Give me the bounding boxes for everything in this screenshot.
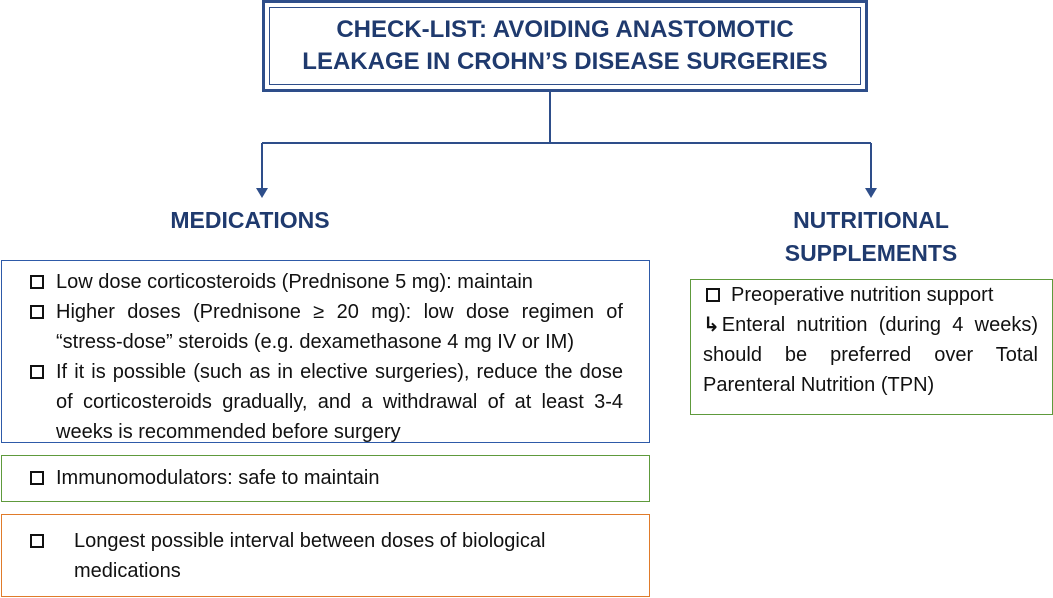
checkbox-icon (30, 534, 44, 548)
nutrition-box (690, 279, 1053, 415)
biologicals-box (1, 514, 650, 597)
checklist-item: Low dose corticosteroids (Prednisone 5 mg): maintain (26, 267, 623, 297)
corticosteroids-box (1, 260, 650, 443)
checkbox-icon (30, 305, 44, 319)
checkbox-icon (30, 275, 44, 289)
right-arrowhead (865, 188, 877, 198)
checklist-item: Longest possible interval between doses of biological medications (26, 526, 609, 586)
checklist-item: Preoperative nutrition support (703, 280, 1038, 310)
nutrition-sub-item: ↳ Enteral nutrition (during 4 weeks) should be preferred over Total Parenteral Nutrition (TPN) (703, 310, 1038, 400)
left-arrowhead (256, 188, 268, 198)
checkbox-icon (30, 471, 44, 485)
nutrition-heading: NUTRITIONAL SUPPLEMENTS (784, 207, 958, 266)
immunomodulators-box (1, 455, 650, 502)
turn-right-arrow-icon: ↳ (703, 314, 720, 336)
medications-heading: MEDICATIONS (170, 207, 330, 233)
diagram-title: CHECK-LIST: AVOIDING ANASTOMOTIC LEAKAGE IN CROHN’S DISEASE SURGERIES (269, 7, 861, 85)
checkbox-icon (30, 365, 44, 379)
checklist-item: Immunomodulators: safe to maintain (26, 463, 623, 493)
checkbox-icon (706, 288, 720, 302)
checklist-item: If it is possible (such as in elective surgeries), reduce the dose of corticosteroids gradually, and a withdrawal of at least 3-4 weeks is recommended before surgery (26, 357, 623, 447)
checklist-item: Higher doses (Prednisone ≥ 20 mg): low dose regimen of “stress-dose” steroids (e.g. dexamethasone 4 mg IV or IM) (26, 297, 623, 357)
